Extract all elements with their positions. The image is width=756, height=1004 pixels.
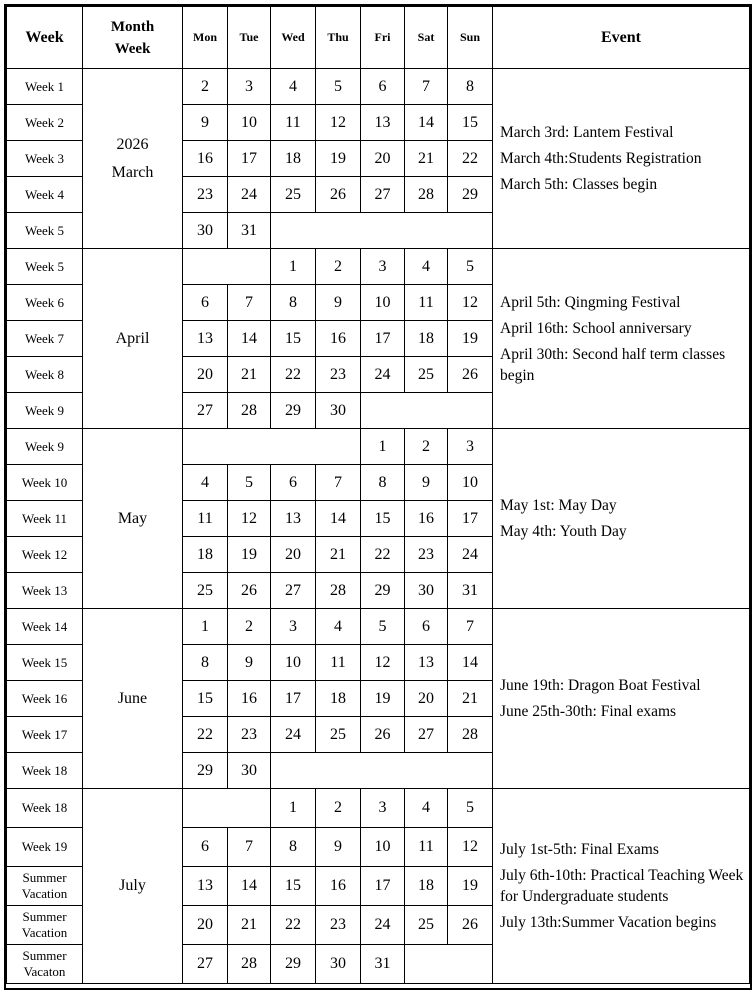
- date-cell: 11: [405, 285, 448, 321]
- date-cell: 30: [228, 753, 271, 789]
- date-cell: 11: [271, 105, 316, 141]
- date-cell: 25: [183, 573, 228, 609]
- week-label-cell: Week 1: [7, 69, 83, 105]
- empty-date-cell: [271, 753, 493, 789]
- week-label-cell: Week 8: [7, 357, 83, 393]
- date-cell: 26: [228, 573, 271, 609]
- date-cell: 4: [271, 69, 316, 105]
- date-cell: 12: [361, 645, 405, 681]
- date-cell: 16: [228, 681, 271, 717]
- event-item: March 5th: Classes begin: [500, 176, 658, 193]
- header-week: Week: [7, 7, 83, 69]
- date-cell: 5: [316, 69, 361, 105]
- week-label-cell: Week 14: [7, 609, 83, 645]
- date-cell: 1: [271, 249, 316, 285]
- header-day-mon: Mon: [183, 7, 228, 69]
- date-cell: 8: [448, 69, 493, 105]
- date-cell: 29: [271, 393, 316, 429]
- header-day-sun: Sun: [448, 7, 493, 69]
- date-cell: 12: [448, 285, 493, 321]
- date-cell: 7: [228, 828, 271, 867]
- date-cell: 22: [448, 141, 493, 177]
- event-item: April 30th: Second half term classes begin: [500, 345, 726, 384]
- week-label-cell: Week 2: [7, 105, 83, 141]
- header-event: Event: [493, 7, 750, 69]
- date-cell: 5: [228, 465, 271, 501]
- date-cell: 17: [271, 681, 316, 717]
- month-label-line: March: [111, 163, 154, 181]
- calendar-table-frame: [4, 4, 752, 990]
- date-cell: 20: [183, 357, 228, 393]
- date-cell: 15: [361, 501, 405, 537]
- event-item: July 13th:Summer Vacation begins: [500, 914, 717, 931]
- week-label-cell: Week 9: [7, 393, 83, 429]
- week-label-cell: Summer Vacation: [7, 906, 83, 945]
- date-cell: 10: [448, 465, 493, 501]
- week-label-cell: Week 6: [7, 285, 83, 321]
- date-cell: 12: [448, 828, 493, 867]
- date-cell: 18: [316, 681, 361, 717]
- date-cell: 13: [271, 501, 316, 537]
- date-cell: 10: [271, 645, 316, 681]
- date-cell: 28: [228, 945, 271, 984]
- date-cell: 27: [405, 717, 448, 753]
- date-cell: 21: [316, 537, 361, 573]
- calendar-body: [7, 69, 750, 984]
- date-cell: 11: [183, 501, 228, 537]
- date-cell: 5: [361, 609, 405, 645]
- empty-date-cell: [183, 429, 361, 465]
- date-cell: 29: [183, 753, 228, 789]
- date-cell: 31: [361, 945, 405, 984]
- date-cell: 7: [448, 609, 493, 645]
- month-label-line: June: [117, 689, 148, 707]
- date-cell: 26: [448, 357, 493, 393]
- date-cell: 9: [316, 828, 361, 867]
- week-label-cell: Summer Vacaton: [7, 945, 83, 984]
- date-cell: 20: [183, 906, 228, 945]
- date-cell: 10: [361, 828, 405, 867]
- date-cell: 16: [183, 141, 228, 177]
- date-cell: 3: [228, 69, 271, 105]
- date-cell: 19: [448, 321, 493, 357]
- date-cell: 30: [316, 945, 361, 984]
- month-label-line: 2026: [116, 135, 149, 153]
- date-cell: 10: [361, 285, 405, 321]
- month-label-cell: [83, 789, 183, 984]
- date-cell: 30: [183, 213, 228, 249]
- date-cell: 24: [228, 177, 271, 213]
- date-cell: 1: [183, 609, 228, 645]
- event-item: July 6th-10th: Practical Teaching Week for Undergraduate students: [500, 867, 744, 905]
- week-label-cell: Week 3: [7, 141, 83, 177]
- month-label-line: April: [115, 329, 150, 347]
- week-label-cell: Summer Vacation: [7, 867, 83, 906]
- date-cell: 31: [228, 213, 271, 249]
- event-item: April 16th: School anniversary: [500, 319, 692, 337]
- date-cell: 7: [316, 465, 361, 501]
- month-label-line: July: [119, 877, 146, 894]
- date-cell: 24: [448, 537, 493, 573]
- date-cell: 8: [183, 645, 228, 681]
- week-label-cell: Week 15: [7, 645, 83, 681]
- date-cell: 13: [361, 105, 405, 141]
- date-cell: 7: [405, 69, 448, 105]
- header-day-fri: Fri: [361, 7, 405, 69]
- date-cell: 14: [448, 645, 493, 681]
- date-cell: 20: [405, 681, 448, 717]
- date-cell: 22: [361, 537, 405, 573]
- date-cell: 3: [271, 609, 316, 645]
- date-cell: 14: [228, 867, 271, 906]
- date-cell: 22: [271, 357, 316, 393]
- date-cell: 17: [361, 867, 405, 906]
- date-cell: 21: [405, 141, 448, 177]
- date-cell: 8: [361, 465, 405, 501]
- date-cell: 3: [361, 249, 405, 285]
- date-cell: 23: [316, 357, 361, 393]
- date-cell: 22: [183, 717, 228, 753]
- date-cell: 11: [316, 645, 361, 681]
- date-cell: 16: [405, 501, 448, 537]
- header-row: [7, 7, 750, 69]
- date-cell: 15: [183, 681, 228, 717]
- empty-date-cell: [183, 249, 271, 285]
- month-label-cell: [83, 69, 183, 249]
- date-cell: 25: [316, 717, 361, 753]
- date-cell: 11: [405, 828, 448, 867]
- week-label-cell: Week 11: [7, 501, 83, 537]
- date-cell: 29: [448, 177, 493, 213]
- date-cell: 25: [405, 357, 448, 393]
- date-cell: 25: [405, 906, 448, 945]
- header-month-week-line2: Week: [114, 40, 151, 57]
- date-cell: 9: [183, 105, 228, 141]
- calendar-row: [7, 789, 750, 828]
- date-cell: 24: [271, 717, 316, 753]
- event-item: June 25th-30th: Final exams: [500, 703, 677, 720]
- date-cell: 20: [271, 537, 316, 573]
- calendar-row: [7, 69, 750, 105]
- date-cell: 12: [228, 501, 271, 537]
- date-cell: 17: [228, 141, 271, 177]
- event-item: July 1st-5th: Final Exams: [500, 841, 659, 858]
- empty-date-cell: [361, 393, 493, 429]
- date-cell: 24: [361, 357, 405, 393]
- event-cell: [493, 429, 750, 609]
- date-cell: 4: [405, 249, 448, 285]
- empty-date-cell: [183, 789, 271, 828]
- date-cell: 15: [271, 321, 316, 357]
- date-cell: 30: [316, 393, 361, 429]
- week-label-cell: Week 10: [7, 465, 83, 501]
- date-cell: 19: [448, 867, 493, 906]
- date-cell: 22: [271, 906, 316, 945]
- event-item: May 4th: Youth Day: [500, 523, 627, 540]
- date-cell: 27: [271, 573, 316, 609]
- date-cell: 18: [405, 321, 448, 357]
- date-cell: 29: [361, 573, 405, 609]
- date-cell: 13: [183, 321, 228, 357]
- date-cell: 17: [361, 321, 405, 357]
- event-item: May 1st: May Day: [500, 497, 617, 514]
- header-month-week: [83, 7, 183, 69]
- date-cell: 26: [316, 177, 361, 213]
- date-cell: 18: [183, 537, 228, 573]
- calendar-row: [7, 249, 750, 285]
- date-cell: 4: [316, 609, 361, 645]
- date-cell: 10: [228, 105, 271, 141]
- header-day-wed: Wed: [271, 7, 316, 69]
- header-month-week-line1: Month: [110, 18, 155, 35]
- date-cell: 21: [228, 906, 271, 945]
- week-label-cell: Week 7: [7, 321, 83, 357]
- event-cell: [493, 249, 750, 429]
- date-cell: 17: [448, 501, 493, 537]
- event-cell: [493, 789, 750, 984]
- event-item: June 19th: Dragon Boat Festival: [500, 677, 701, 694]
- week-label-cell: Week 13: [7, 573, 83, 609]
- date-cell: 6: [405, 609, 448, 645]
- date-cell: 12: [316, 105, 361, 141]
- date-cell: 21: [228, 357, 271, 393]
- date-cell: 24: [361, 906, 405, 945]
- date-cell: 28: [405, 177, 448, 213]
- empty-date-cell: [271, 213, 493, 249]
- week-label-cell: Week 12: [7, 537, 83, 573]
- calendar-row: [7, 429, 750, 465]
- month-label-cell: [83, 429, 183, 609]
- date-cell: 2: [316, 789, 361, 828]
- academic-calendar-table: [6, 6, 750, 984]
- date-cell: 23: [405, 537, 448, 573]
- week-label-cell: Week 18: [7, 753, 83, 789]
- date-cell: 2: [183, 69, 228, 105]
- date-cell: 1: [271, 789, 316, 828]
- date-cell: 23: [228, 717, 271, 753]
- date-cell: 6: [271, 465, 316, 501]
- date-cell: 13: [183, 867, 228, 906]
- week-label-cell: Week 19: [7, 828, 83, 867]
- date-cell: 28: [448, 717, 493, 753]
- date-cell: 2: [316, 249, 361, 285]
- date-cell: 20: [361, 141, 405, 177]
- date-cell: 19: [361, 681, 405, 717]
- date-cell: 27: [183, 393, 228, 429]
- date-cell: 7: [228, 285, 271, 321]
- header-day-tue: Tue: [228, 7, 271, 69]
- date-cell: 19: [316, 141, 361, 177]
- calendar-header: [7, 7, 750, 69]
- week-label-cell: Week 18: [7, 789, 83, 828]
- date-cell: 16: [316, 867, 361, 906]
- event-item: April 5th: Qingming Festival: [500, 293, 681, 311]
- date-cell: 18: [271, 141, 316, 177]
- date-cell: 15: [271, 867, 316, 906]
- date-cell: 28: [316, 573, 361, 609]
- date-cell: 19: [228, 537, 271, 573]
- event-item: March 4th:Students Registration: [500, 150, 702, 167]
- week-label-cell: Week 5: [7, 249, 83, 285]
- date-cell: 25: [271, 177, 316, 213]
- date-cell: 26: [361, 717, 405, 753]
- date-cell: 1: [361, 429, 405, 465]
- month-label-cell: [83, 609, 183, 789]
- date-cell: 8: [271, 828, 316, 867]
- week-label-cell: Week 5: [7, 213, 83, 249]
- date-cell: 30: [405, 573, 448, 609]
- date-cell: 4: [405, 789, 448, 828]
- date-cell: 5: [448, 789, 493, 828]
- date-cell: 27: [361, 177, 405, 213]
- date-cell: 23: [316, 906, 361, 945]
- month-label-line: May: [117, 509, 148, 527]
- date-cell: 21: [448, 681, 493, 717]
- month-label-cell: [83, 249, 183, 429]
- date-cell: 28: [228, 393, 271, 429]
- date-cell: 3: [448, 429, 493, 465]
- date-cell: 29: [271, 945, 316, 984]
- date-cell: 2: [228, 609, 271, 645]
- header-day-thu: Thu: [316, 7, 361, 69]
- date-cell: 16: [316, 321, 361, 357]
- event-cell: [493, 69, 750, 249]
- date-cell: 26: [448, 906, 493, 945]
- event-item: March 3rd: Lantem Festival: [500, 124, 674, 141]
- calendar-row: [7, 609, 750, 645]
- date-cell: 5: [448, 249, 493, 285]
- date-cell: 2: [405, 429, 448, 465]
- date-cell: 9: [228, 645, 271, 681]
- date-cell: 13: [405, 645, 448, 681]
- date-cell: 8: [271, 285, 316, 321]
- empty-date-cell: [405, 945, 493, 984]
- header-day-sat: Sat: [405, 7, 448, 69]
- date-cell: 14: [405, 105, 448, 141]
- date-cell: 14: [228, 321, 271, 357]
- date-cell: 31: [448, 573, 493, 609]
- date-cell: 15: [448, 105, 493, 141]
- date-cell: 18: [405, 867, 448, 906]
- date-cell: 9: [405, 465, 448, 501]
- date-cell: 23: [183, 177, 228, 213]
- date-cell: 27: [183, 945, 228, 984]
- week-label-cell: Week 17: [7, 717, 83, 753]
- date-cell: 4: [183, 465, 228, 501]
- date-cell: 14: [316, 501, 361, 537]
- week-label-cell: Week 9: [7, 429, 83, 465]
- date-cell: 3: [361, 789, 405, 828]
- date-cell: 6: [361, 69, 405, 105]
- date-cell: 9: [316, 285, 361, 321]
- week-label-cell: Week 4: [7, 177, 83, 213]
- week-label-cell: Week 16: [7, 681, 83, 717]
- date-cell: 6: [183, 828, 228, 867]
- date-cell: 6: [183, 285, 228, 321]
- event-cell: [493, 609, 750, 789]
